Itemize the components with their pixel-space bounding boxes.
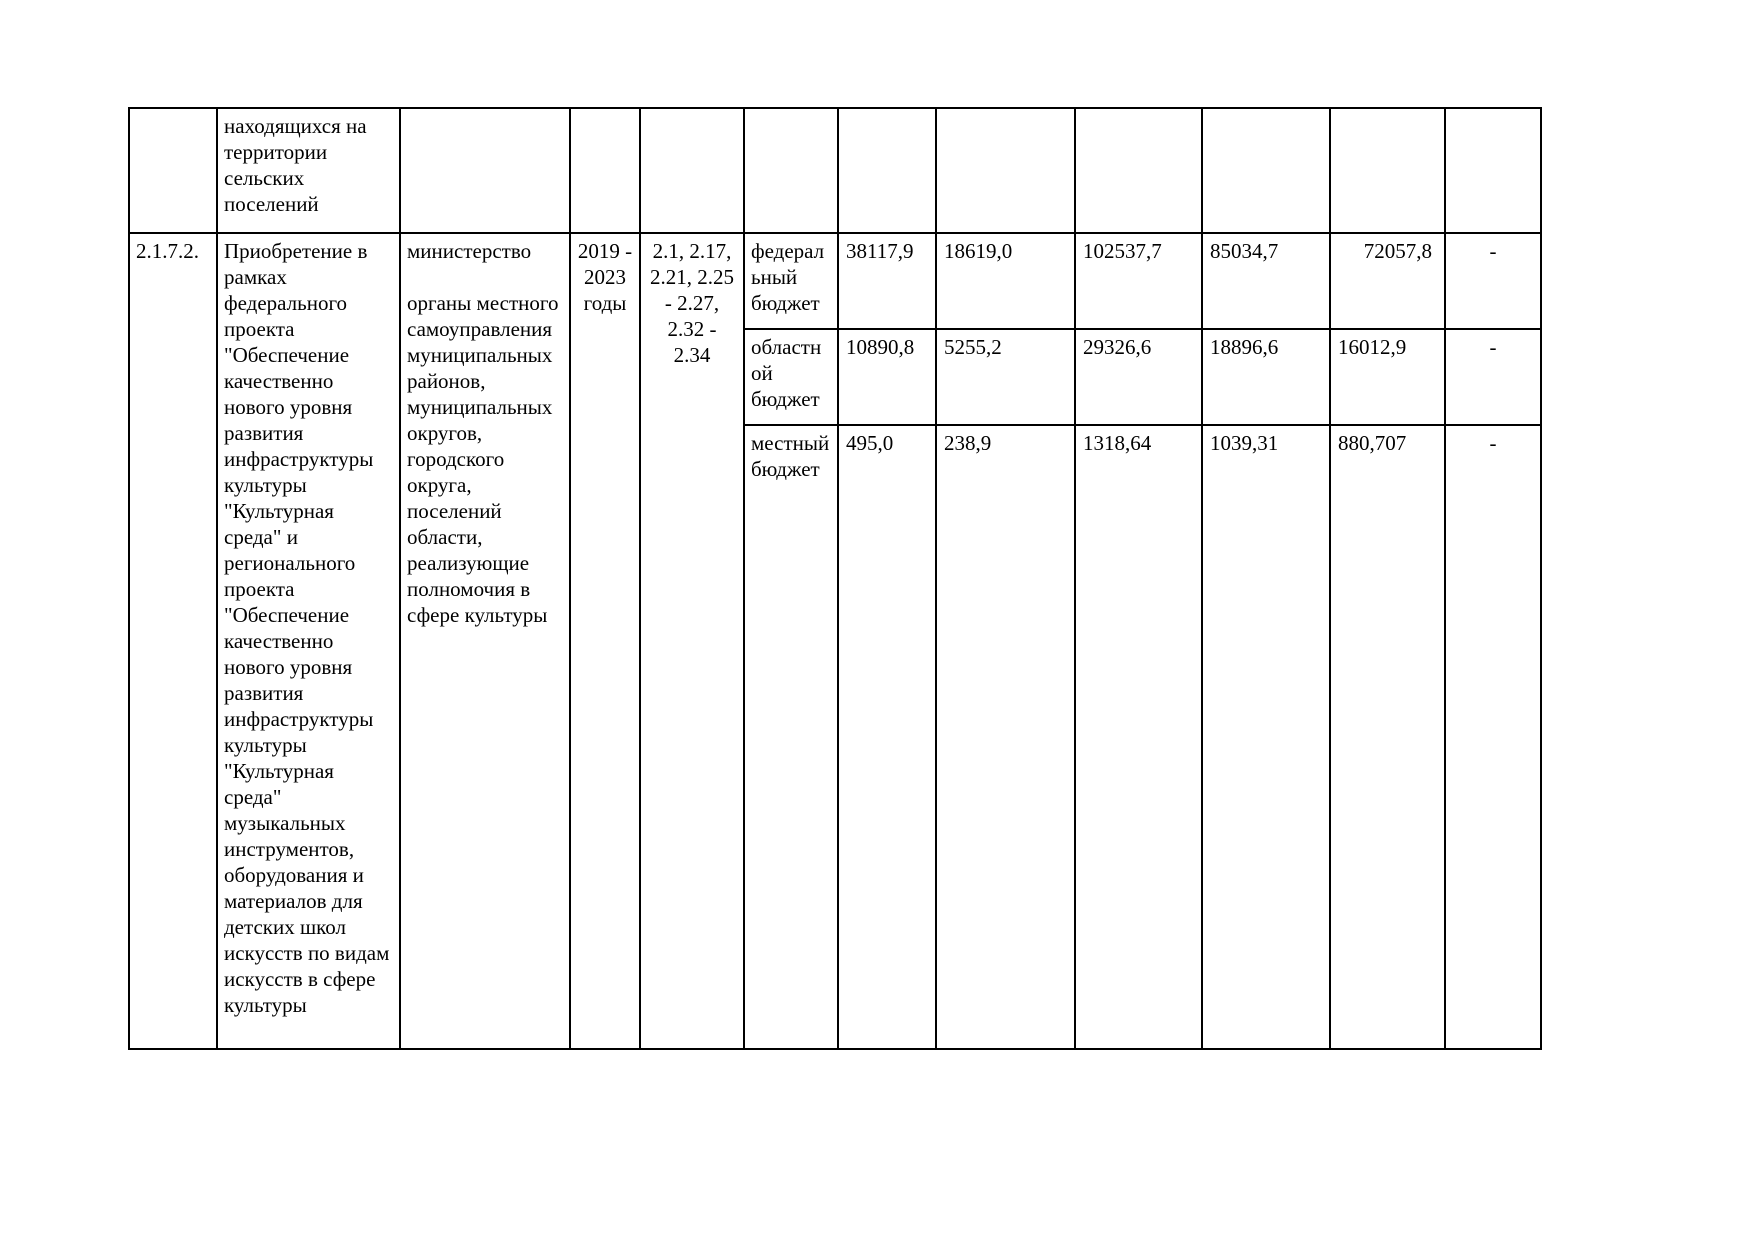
cell-executor bbox=[400, 233, 570, 1049]
value-cell: 10890,8 bbox=[838, 329, 936, 425]
value-cell: 72057,8 bbox=[1330, 233, 1445, 329]
cell-value-empty bbox=[1202, 108, 1330, 233]
cell-refs-empty bbox=[640, 108, 744, 233]
value-cell: 1318,64 bbox=[1075, 425, 1202, 1049]
cell-value-empty bbox=[1445, 108, 1541, 233]
cell-description-continuation: находящихся на территории сельских поселений bbox=[217, 108, 400, 233]
budget-type-regional: областной бюджет bbox=[744, 329, 838, 425]
value-cell: 29326,6 bbox=[1075, 329, 1202, 425]
value-cell: 18896,6 bbox=[1202, 329, 1330, 425]
cell-budget-type-empty bbox=[744, 108, 838, 233]
budget-table bbox=[128, 107, 1542, 1050]
value-cell-dash: - bbox=[1445, 425, 1541, 1049]
cell-years-empty bbox=[570, 108, 640, 233]
cell-number-empty bbox=[129, 108, 217, 233]
cell-years: 2019 - 2023 годы bbox=[570, 233, 640, 1049]
cell-item-description: Приобретение в рамках федерального проекта "Обеспечение качественно нового уровня развития инфраструктуры культуры "Культурная среда" и регионального проекта "Обеспечение качественно нового уровня развития инфраструктуры культуры "Культурная среда" музыкальных инструментов, оборудования и материалов для детских школ искусств по видам искусств в сфере культуры bbox=[217, 233, 400, 1049]
cell-value-empty bbox=[1330, 108, 1445, 233]
value-cell: 102537,7 bbox=[1075, 233, 1202, 329]
value-cell: 85034,7 bbox=[1202, 233, 1330, 329]
value-cell: 18619,0 bbox=[936, 233, 1075, 329]
executor-local-bodies: органы местного самоуправления муниципальных районов, муниципальных округов, городского округа, поселений области, реализующие полномочия в сфере культуры bbox=[407, 291, 559, 627]
value-cell: 16012,9 bbox=[1330, 329, 1445, 425]
value-cell: 238,9 bbox=[936, 425, 1075, 1049]
value-cell: 5255,2 bbox=[936, 329, 1075, 425]
continuation-row bbox=[129, 108, 1541, 233]
cell-executor-empty bbox=[400, 108, 570, 233]
row-federal-budget bbox=[129, 233, 1541, 329]
value-cell: 38117,9 bbox=[838, 233, 936, 329]
executor-ministry: министерство bbox=[407, 239, 532, 263]
cell-value-empty bbox=[838, 108, 936, 233]
cell-value-empty bbox=[936, 108, 1075, 233]
value-cell-dash: - bbox=[1445, 329, 1541, 425]
value-cell-dash: - bbox=[1445, 233, 1541, 329]
value-cell: 1039,31 bbox=[1202, 425, 1330, 1049]
value-cell: 495,0 bbox=[838, 425, 936, 1049]
budget-type-federal: федеральный бюджет bbox=[744, 233, 838, 329]
cell-item-number: 2.1.7.2. bbox=[129, 233, 217, 1049]
value-cell: 880,707 bbox=[1330, 425, 1445, 1049]
cell-refs: 2.1, 2.17, 2.21, 2.25 - 2.27, 2.32 - 2.34 bbox=[640, 233, 744, 1049]
budget-type-local: местный бюджет bbox=[744, 425, 838, 1049]
cell-value-empty bbox=[1075, 108, 1202, 233]
